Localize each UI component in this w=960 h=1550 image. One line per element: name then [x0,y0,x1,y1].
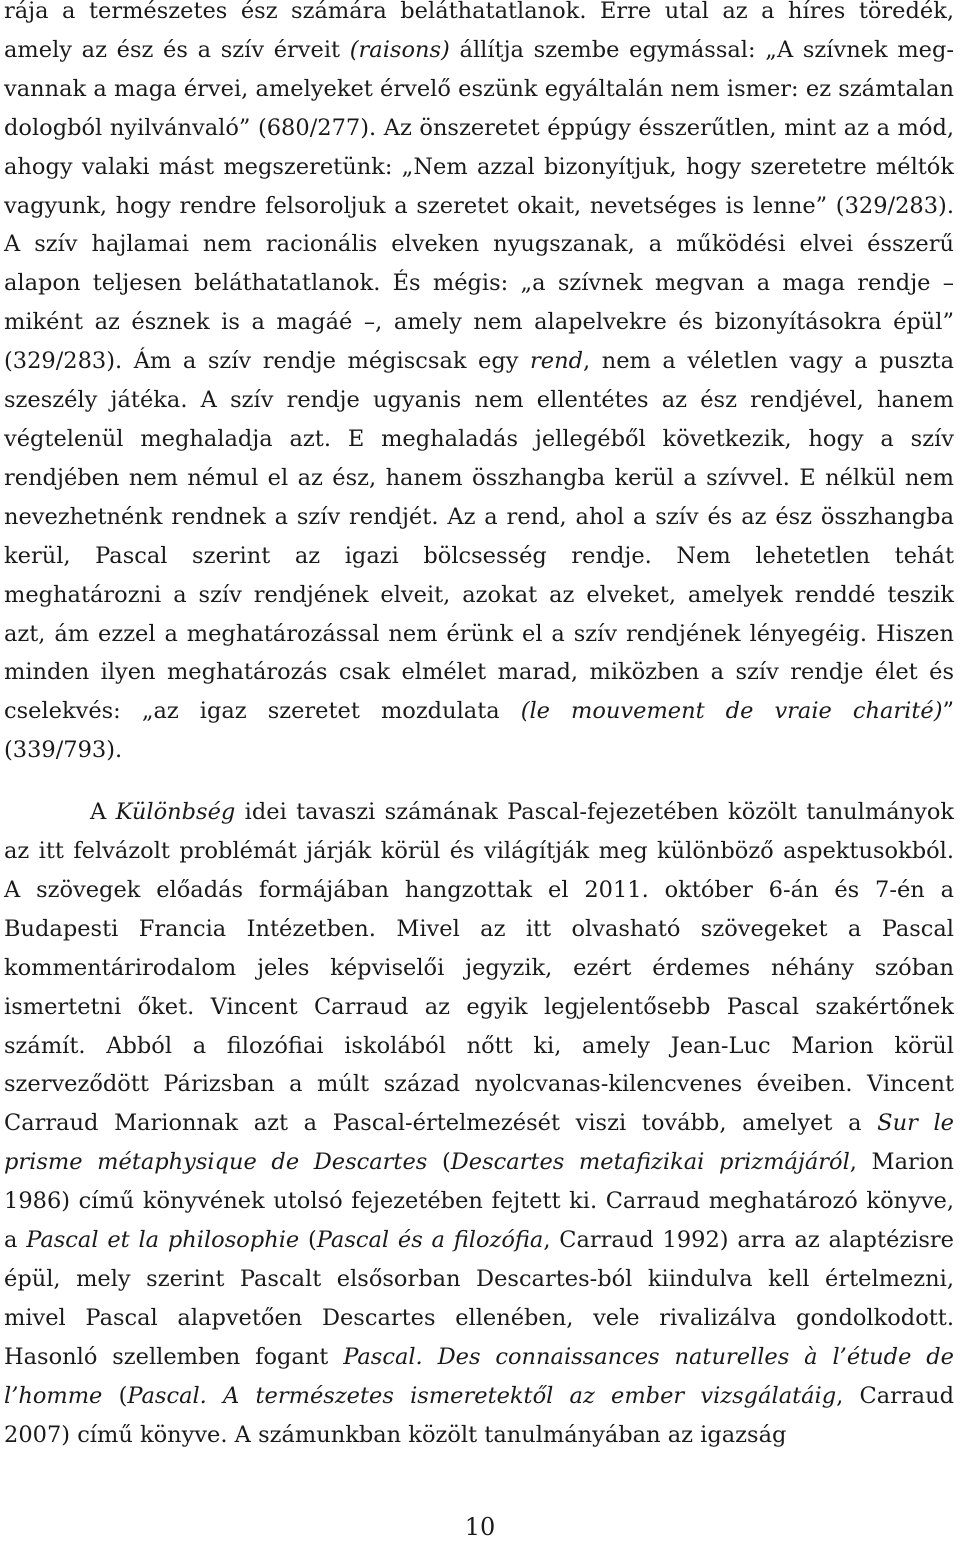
italic-run: Pascal és a filozófia [316,1227,544,1254]
paragraph-1 [4,0,954,770]
italic-run: Különbség [115,799,236,826]
italic-run: Pascal. A természetes ismeretektől az ember vizsgálatáig [127,1382,837,1409]
text-run: , Carraud 1992) arra az alaptézisre épül, mely szerint Pascalt elsősorban Descartes-ból kiindulva kell értelmezni, mivel Pascal alapvetően Descartes ellenében, vele rivalizálva gondolkodott. Hasonló szellemben fogant [4,1227,954,1370]
italic-run: Sur le prisme métaphysique de Descartes [4,1110,954,1176]
italic-run: (le mouvement de vraie charité) [520,698,943,725]
text-run: , Carraud 2007) című könyve. A számunkban közölt tanulmányában az igazság [4,1382,954,1448]
text-run: ( [102,1382,128,1409]
italic-run: rend [530,348,583,375]
text-run: idei tavaszi számának Pascal-fejezetében közölt tanulmányok az itt felvázolt problémát járják körül és világítják meg különböző aspektusokból. A szövegek előadás formájában hangzottak el 2011. október 6-án és 7-én a Budapesti Francia Intézetben. Mivel az itt olvasható szövegeket a Pascal kommentárirodalom jeles képviselői jegyzik, ezért érdemes néhány szóban ismertetni őket. Vincent Carraud az egyik legjelentősebb Pascal szakértőnek számít. Abból a filozófiai iskolából nőtt ki, amely Jean-Luc Marion körül szerveződött Párizsban a múlt század nyolcvanas-kilencvenes éveiben. Vincent Carraud Marionnak azt a Pascal-értelmezését viszi tovább, amelyet a [4,799,954,1137]
italic-run: Pascal et la philosophie [26,1227,300,1254]
text-run: ( [427,1149,451,1176]
text-run: , nem a véletlen vagy a puszta szeszély játéka. A szív rendje ugyanis nem ellentétes az ész rendjével, hanem végtelenül meghaladja azt. E meghaladás jellegéből következik, hogy a szív rendjében nem némul el az ész, hanem összhangba kerül a szívvel. E nélkül nem nevezhetnénk rendnek a szív rendjét. Az a rend, ahol a szív és az ész összhangba kerül, Pascal szerint az igazi bölcsesség rendje. Nem lehetetlen tehát meghatározni a szív rendjének elveit, azokat az elveket, amelyek renddé teszik azt, ám ezzel a meghatározással nem érünk el a szív rendjének lényegéig. Hiszen minden ilyen meghatározás csak elmélet marad, miközben a szív rendje élet és cselekvés: „az igaz szeretet mozdulata [4,348,955,725]
text-run: ” (339/793). [4,698,955,764]
italic-run: Descartes metafizikai prizmájáról [450,1149,850,1176]
text-run: , Marion 1986) című könyvének utolsó fejezetében fejtett ki. Carraud meghatározó könyve, a [4,1149,955,1254]
text-run: rája a természetes ész számára beláthatatlanok. Erre utal az a híres töredék, amely az ész és a szív érveit [4,0,954,63]
text-run: A [90,799,116,826]
page-number: 10 [464,1513,496,1541]
paragraph-2 [4,793,954,1454]
text-run: ( [299,1227,317,1254]
italic-run: Pascal. Des connaissances naturelles à l’étude de l’homme [4,1343,954,1409]
book-page [4,0,954,1455]
text-run: állítja szembe egymással: „A szívnek megvannak a maga érvei, amelyeket érvelő eszünk egyáltalán nem ismer: ez számtalan dologból nyilvánvaló” (680/277). Az önszeretet éppúgy ésszerűtlen, mint az a mód, ahogy valaki mást megszeretünk: „Nem azzal bizonyítjuk, hogy szeretetre méltók vagyunk, hogy rendre felsoroljuk a szeretet okait, nevetséges is lenne” (329/283). A szív hajlamai nem racionális elveken nyugszanak, a működési elvei ésszerű alapon teljesen beláthatatlanok. És mégis: „a szívnek megvan a maga rendje – miként az észnek is a magáé –, amely nem alapelvekre és bizonyításokra épül” (329/283). Ám a szív rendje mégiscsak egy [4,36,954,375]
italic-run: (raisons) [349,36,450,63]
